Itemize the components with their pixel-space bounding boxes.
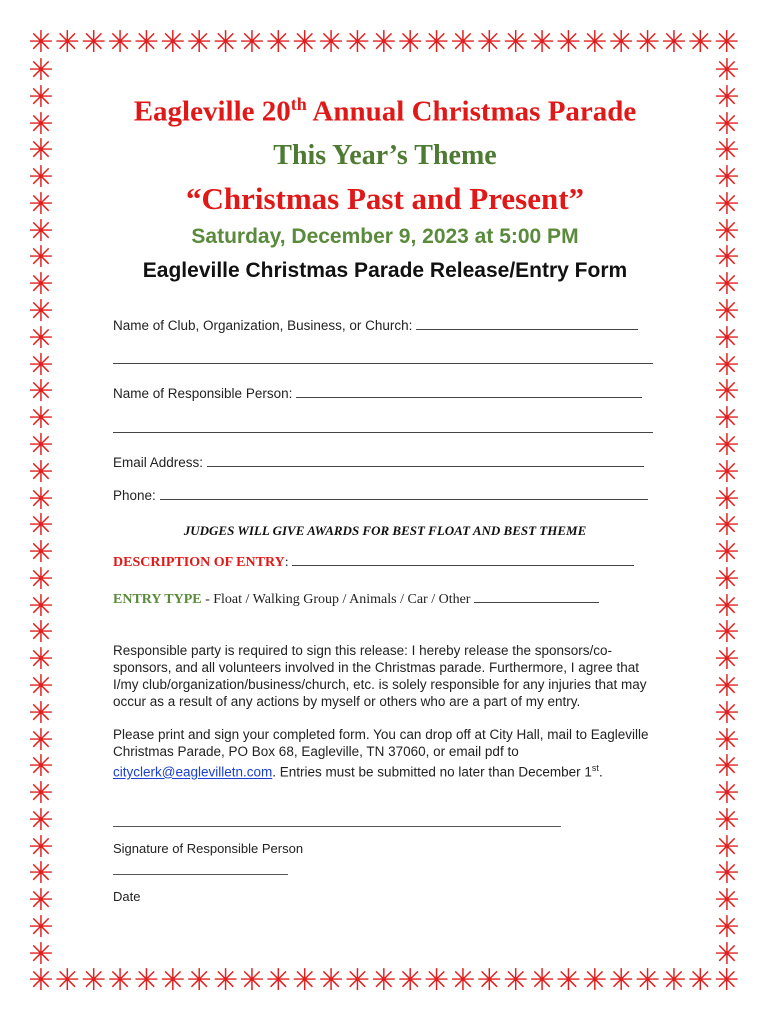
entry-type-field[interactable] [113,591,599,608]
asterisk-star-icon: ✳ [133,25,160,60]
asterisk-star-icon: ✳ [714,615,740,651]
asterisk-star-icon: ✳ [714,79,740,115]
asterisk-star-icon: ✳ [28,856,54,892]
asterisk-star-icon: ✳ [28,320,54,356]
asterisk-star-icon: ✳ [714,668,740,704]
asterisk-star-icon: ✳ [186,963,212,998]
asterisk-star-icon: ✳ [397,963,423,998]
deadline-suffix: st [591,763,599,773]
asterisk-star-icon: ✳ [28,910,54,945]
asterisk-star-icon: ✳ [344,25,371,60]
event-date: Saturday, December 9, 2023 at 5:00 PM [191,225,579,248]
asterisk-star-icon: ✳ [107,963,133,998]
asterisk-star-icon: ✳ [28,642,54,678]
asterisk-star-icon: ✳ [292,963,318,998]
release-paragraph: Responsible party is required to sign this release: I hereby release the sponsors/co-sponsors, and all volunteers involved in the Christmas parade. Furthermore, I agree that I/my club/organization/business/church, etc. is solely responsible for any injuries that may occur as a result of any actions by myself or others who are a part of my entry. [113,643,647,709]
asterisk-star-icon: ✳ [714,910,740,945]
asterisk-star-icon: ✳ [503,963,529,998]
asterisk-star-icon: ✳ [714,963,740,998]
organization-field-continued[interactable] [113,352,653,367]
asterisk-star-icon: ✳ [714,294,740,330]
responsible-person-label: Name of Responsible Person: [113,386,293,401]
asterisk-star-icon: ✳ [292,25,318,60]
page-title: Eagleville 20th Annual Christmas Parade [133,94,637,128]
asterisk-star-icon: ✳ [714,561,740,597]
phone-label: Phone: [113,488,156,503]
responsible-person-field-continued[interactable] [113,421,653,436]
asterisk-star-icon: ✳ [635,963,661,998]
asterisk-star-icon: ✳ [28,802,54,838]
asterisk-star-icon: ✳ [28,588,54,624]
asterisk-star-icon: ✳ [371,25,397,60]
asterisk-star-icon: ✳ [635,25,661,60]
responsible-person-input-line2[interactable] [113,421,653,433]
email-field[interactable] [113,455,644,470]
asterisk-star-icon: ✳ [28,508,54,544]
asterisk-star-icon: ✳ [503,25,529,60]
asterisk-star-icon: ✳ [239,963,265,998]
email-input[interactable] [207,455,644,467]
asterisk-star-icon: ✳ [239,25,265,60]
asterisk-star-icon: ✳ [160,963,186,998]
asterisk-star-icon: ✳ [714,401,740,437]
asterisk-star-icon: ✳ [28,776,54,812]
asterisk-star-icon: ✳ [28,347,54,383]
signature-label: Signature of Responsible Person [113,841,304,856]
instructions-end: . [598,764,603,780]
asterisk-star-icon: ✳ [28,160,54,196]
organization-input-line2[interactable] [113,352,653,364]
asterisk-star-icon: ✳ [107,25,133,60]
email-label: Email Address: [113,455,204,470]
asterisk-star-icon: ✳ [661,25,687,60]
asterisk-star-icon: ✳ [608,963,634,998]
asterisk-star-icon: ✳ [714,642,740,678]
asterisk-star-icon: ✳ [28,374,54,410]
date-label: Date [113,889,141,904]
asterisk-star-icon: ✳ [28,936,54,972]
asterisk-star-icon: ✳ [344,963,371,998]
asterisk-star-icon: ✳ [555,963,582,998]
asterisk-star-icon: ✳ [687,963,713,998]
asterisk-star-icon: ✳ [476,963,502,998]
asterisk-star-icon: ✳ [424,25,450,60]
asterisk-star-icon: ✳ [714,240,740,276]
asterisk-star-icon: ✳ [529,963,555,998]
asterisk-star-icon: ✳ [450,963,476,998]
asterisk-star-icon: ✳ [424,963,450,998]
asterisk-star-icon: ✳ [714,454,740,490]
asterisk-star-icon: ✳ [28,53,54,88]
asterisk-star-icon: ✳ [714,133,740,169]
asterisk-star-icon: ✳ [714,856,740,892]
theme-label: This Year’s Theme [273,140,497,171]
asterisk-star-icon: ✳ [714,535,740,571]
asterisk-star-icon: ✳ [608,25,634,60]
asterisk-star-icon: ✳ [28,25,54,60]
organization-field[interactable] [113,318,638,333]
asterisk-star-icon: ✳ [714,749,740,785]
asterisk-star-icon: ✳ [714,320,740,356]
asterisk-star-icon: ✳ [714,481,740,517]
asterisk-star-icon: ✳ [714,186,740,222]
asterisk-star-icon: ✳ [28,401,54,437]
asterisk-star-icon: ✳ [28,213,54,249]
responsible-person-field[interactable] [113,386,642,401]
instructions-deadline: . Entries must be submitted no later than December 1 [272,764,592,780]
asterisk-star-icon: ✳ [318,25,344,60]
asterisk-star-icon: ✳ [28,186,54,222]
asterisk-star-icon: ✳ [582,25,608,60]
description-input[interactable] [292,554,634,566]
asterisk-star-icon: ✳ [714,695,740,731]
asterisk-star-icon: ✳ [397,25,423,60]
asterisk-star-icon: ✳ [714,508,740,544]
asterisk-star-icon: ✳ [529,25,555,60]
asterisk-star-icon: ✳ [714,427,740,463]
asterisk-star-icon: ✳ [28,963,54,998]
asterisk-star-icon: ✳ [714,802,740,838]
asterisk-star-icon: ✳ [714,53,740,88]
asterisk-star-icon: ✳ [265,25,291,60]
asterisk-star-icon: ✳ [714,776,740,812]
description-label: DESCRIPTION OF ENTRY [113,555,285,570]
instructions-paragraph [113,726,658,781]
asterisk-star-icon: ✳ [714,883,740,919]
asterisk-star-icon: ✳ [714,374,740,410]
asterisk-star-icon: ✳ [28,749,54,785]
judges-note: JUDGES WILL GIVE AWARDS FOR BEST FLOAT AND BEST THEME [183,523,587,538]
asterisk-star-icon: ✳ [81,963,107,998]
asterisk-star-icon: ✳ [28,240,54,276]
email-link[interactable]: cityclerk@eaglevilletn.com [113,764,273,780]
asterisk-star-icon: ✳ [318,963,344,998]
asterisk-star-icon: ✳ [714,160,740,196]
asterisk-star-icon: ✳ [28,106,54,142]
form-title: Eagleville Christmas Parade Release/Entry Form [142,259,628,282]
asterisk-star-icon: ✳ [28,133,54,169]
asterisk-star-icon: ✳ [28,883,54,919]
asterisk-star-icon: ✳ [28,267,54,303]
date-input[interactable] [113,874,288,875]
asterisk-star-icon: ✳ [687,25,713,60]
asterisk-star-icon: ✳ [28,79,54,115]
asterisk-star-icon: ✳ [28,561,54,597]
description-colon: : [284,555,289,570]
asterisk-star-icon: ✳ [582,963,608,998]
asterisk-star-icon: ✳ [160,25,186,60]
asterisk-star-icon: ✳ [28,615,54,651]
asterisk-star-icon: ✳ [714,25,740,60]
organization-input[interactable] [416,318,638,330]
asterisk-star-icon: ✳ [714,829,740,865]
asterisk-star-icon: ✳ [213,963,239,998]
asterisk-star-icon: ✳ [28,454,54,490]
asterisk-star-icon: ✳ [28,695,54,731]
phone-field[interactable] [113,488,648,503]
theme-title: “Christmas Past and Present” [185,181,585,216]
asterisk-star-icon: ✳ [133,963,160,998]
asterisk-star-icon: ✳ [714,347,740,383]
entry-type-options: - Float / Walking Group / Animals / Car / Other [201,592,471,607]
asterisk-star-icon: ✳ [476,25,502,60]
instructions-text: Please print and sign your completed form. You can drop off at City Hall, mail to Eagleville Christmas Parade, PO Box 68, Eagleville, TN 37060, or email pdf to [113,727,649,759]
asterisk-star-icon: ✳ [714,106,740,142]
entry-type-other-input[interactable] [474,591,599,603]
organization-label: Name of Club, Organization, Business, or Church: [113,318,413,333]
asterisk-star-icon: ✳ [54,963,80,998]
asterisk-star-icon: ✳ [28,722,54,758]
border-bottom [28,963,740,998]
entry-type-label: ENTRY TYPE [113,592,202,607]
asterisk-star-icon: ✳ [28,481,54,517]
asterisk-star-icon: ✳ [450,25,476,60]
asterisk-star-icon: ✳ [28,294,54,330]
asterisk-star-icon: ✳ [714,267,740,303]
asterisk-star-icon: ✳ [371,963,397,998]
asterisk-star-icon: ✳ [714,722,740,758]
asterisk-star-icon: ✳ [265,963,291,998]
border-top [28,25,740,60]
asterisk-star-icon: ✳ [213,25,239,60]
asterisk-star-icon: ✳ [28,427,54,463]
description-field[interactable] [113,554,634,571]
asterisk-star-icon: ✳ [28,668,54,704]
asterisk-star-icon: ✳ [54,25,80,60]
asterisk-star-icon: ✳ [714,936,740,972]
asterisk-star-icon: ✳ [714,213,740,249]
asterisk-star-icon: ✳ [81,25,107,60]
asterisk-star-icon: ✳ [661,963,687,998]
asterisk-star-icon: ✳ [555,25,582,60]
asterisk-star-icon: ✳ [186,25,212,60]
phone-input[interactable] [160,488,648,500]
asterisk-star-icon: ✳ [28,535,54,571]
responsible-person-input[interactable] [296,386,642,398]
asterisk-star-icon: ✳ [28,829,54,865]
asterisk-star-icon: ✳ [714,588,740,624]
signature-input[interactable] [113,826,561,827]
